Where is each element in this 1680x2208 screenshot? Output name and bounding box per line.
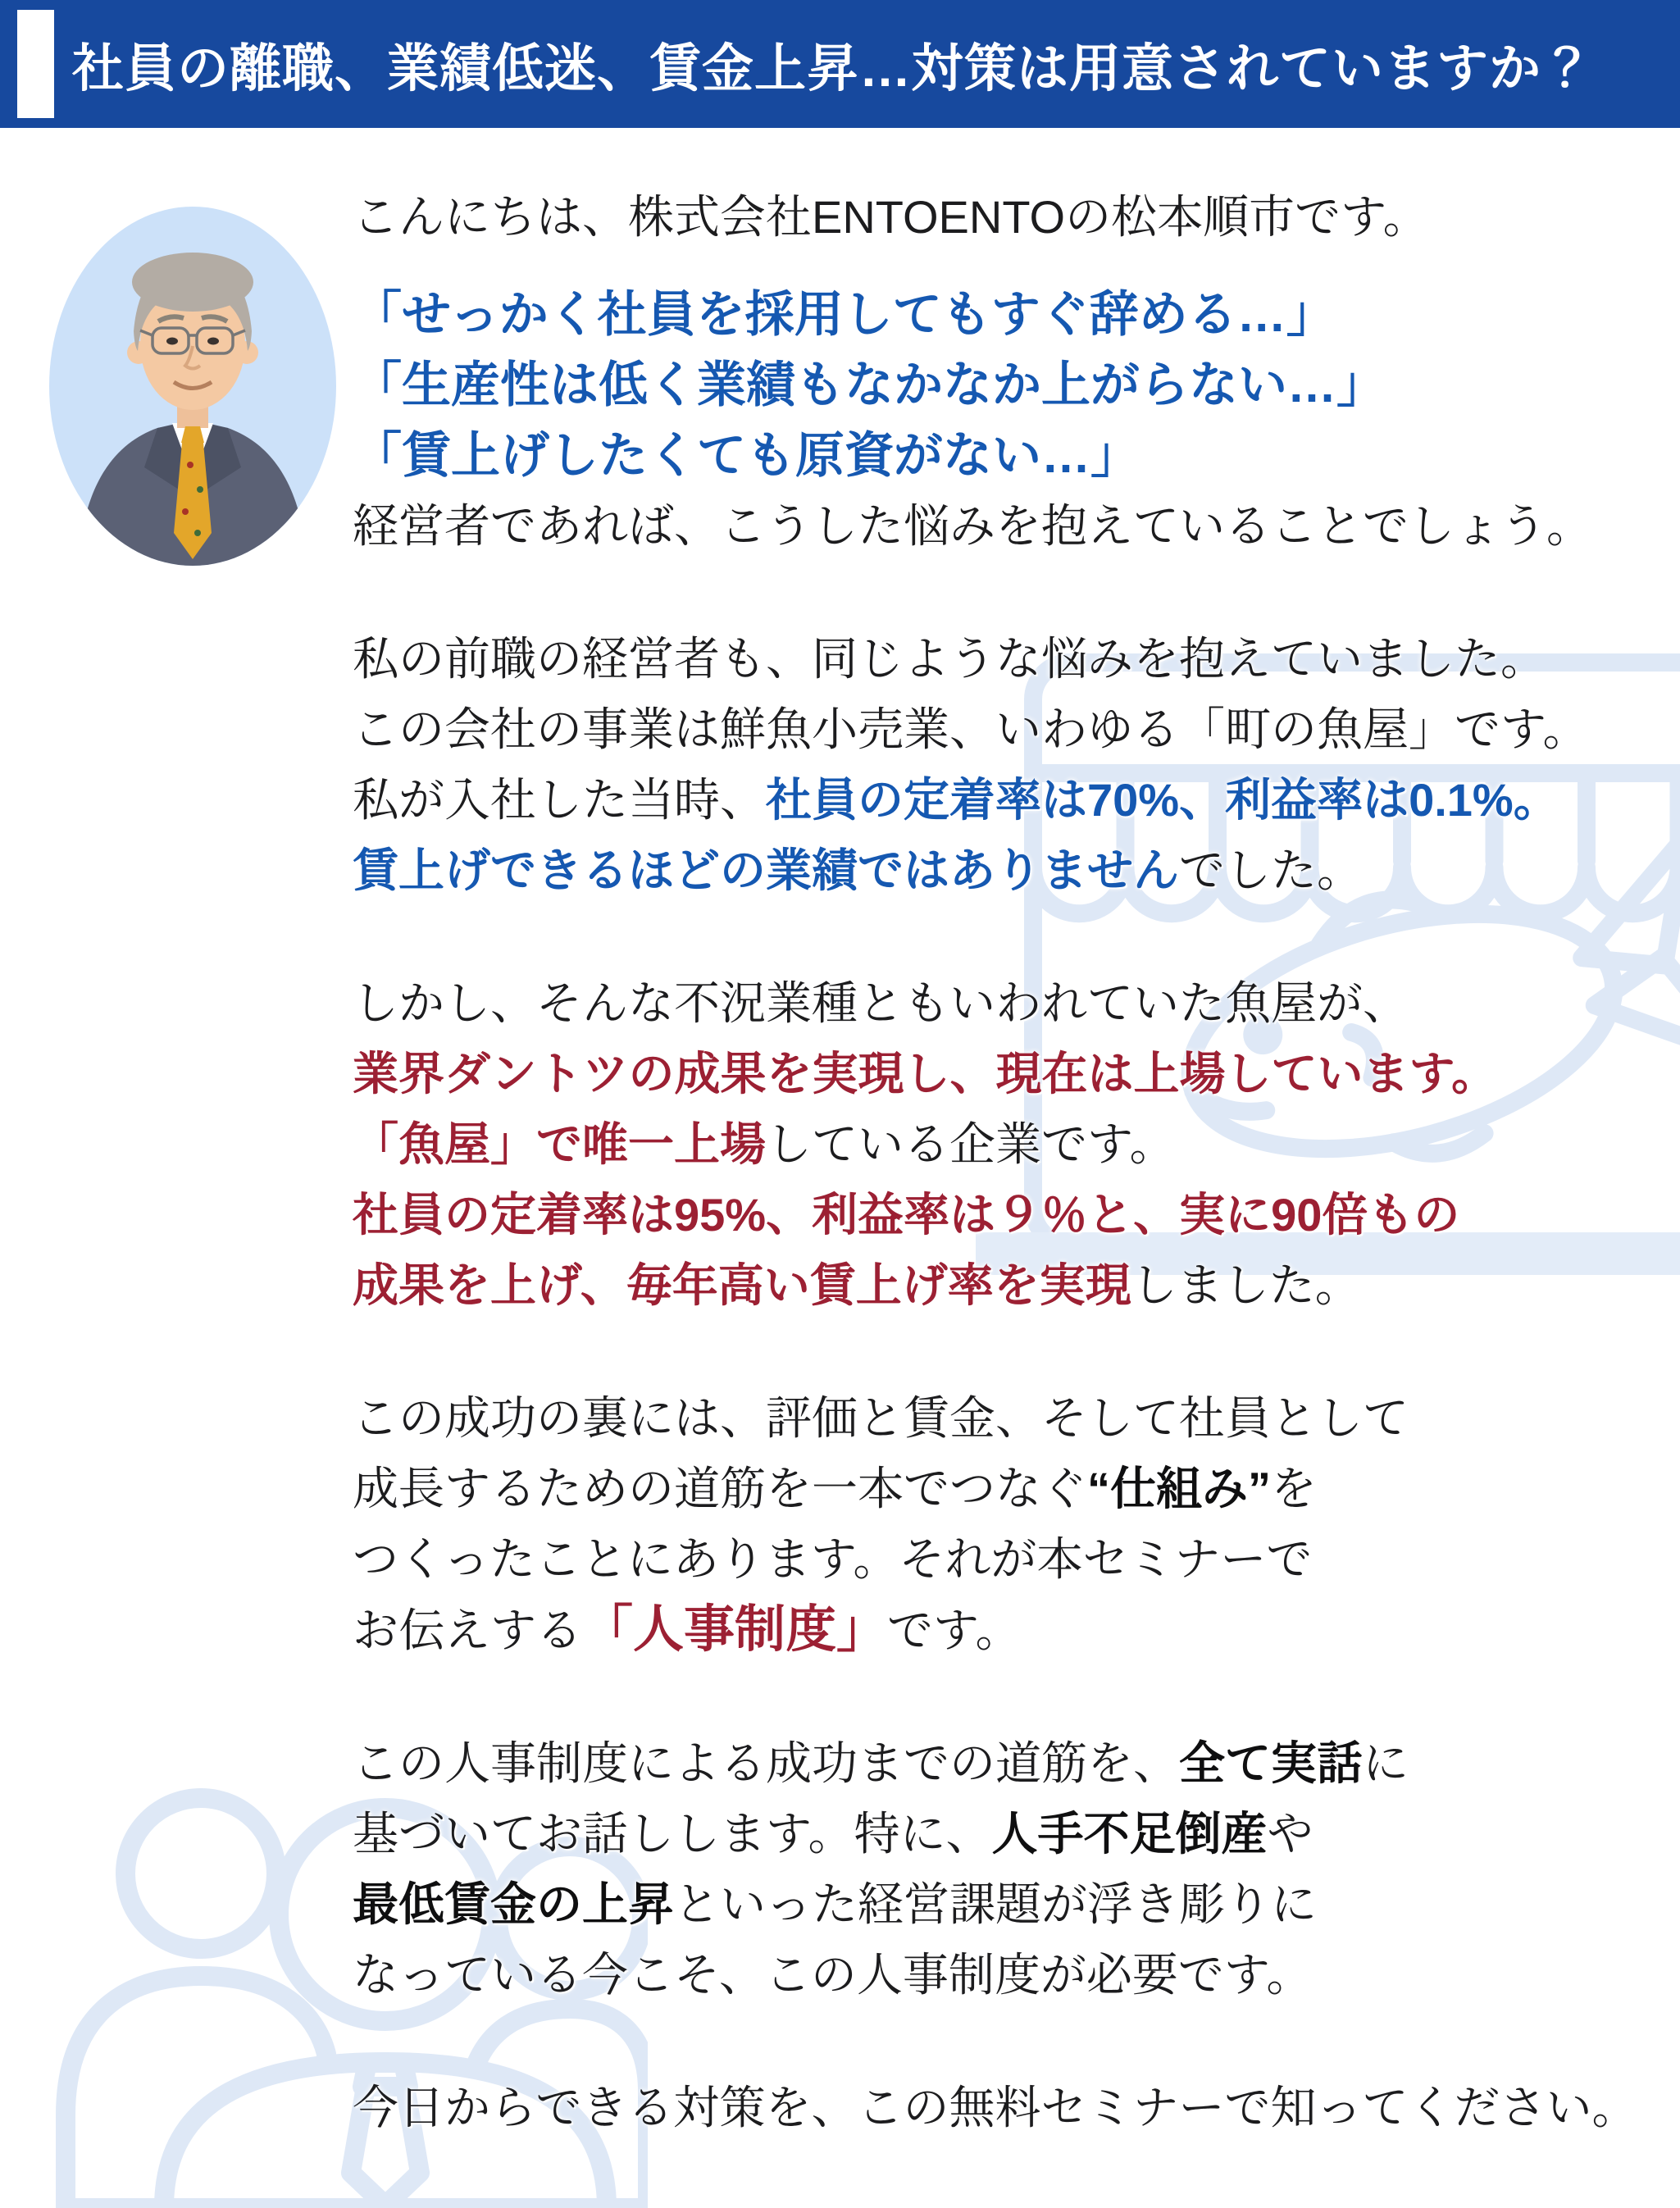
text-segment: 今日からできる対策を、この無料セミナーで知ってください。 [353, 2082, 1638, 2133]
text-segment: しました。 [1131, 1259, 1361, 1311]
text-segment: や [1267, 1808, 1313, 1860]
text-line [353, 1728, 1664, 1799]
text-line [353, 1454, 1664, 1524]
text-line [353, 421, 1664, 491]
text-line [353, 835, 1664, 906]
text-segment: 「魚屋」で唯一上場 [353, 1118, 766, 1170]
text-segment: といった経営課題が浮き彫りに [674, 1878, 1317, 1930]
text-segment: 人手不足倒産 [991, 1808, 1268, 1860]
paragraph [353, 1728, 1664, 2010]
header-banner [0, 0, 1680, 128]
paragraph [353, 624, 1664, 906]
text-segment: 社員の定着率は70%、利益率は0.1%。 [766, 774, 1559, 826]
text-line [353, 1383, 1664, 1454]
paragraph [353, 1383, 1664, 1666]
text-segment: なっている今こそ、この人事制度が必要です。 [353, 1949, 1313, 2001]
text-line [353, 1524, 1664, 1595]
text-line [353, 1595, 1664, 1666]
text-line [353, 1109, 1664, 1180]
text-segment: 私の前職の経営者も、同じような悩みを抱えていました。 [353, 633, 1546, 685]
text-segment: 「生産性は低く業績もなかなか上がらない…」 [353, 357, 1386, 412]
text-segment: 私が入社した当時、 [353, 774, 766, 826]
text-line [353, 1180, 1664, 1250]
paragraph [353, 2073, 1664, 2143]
text-segment: こんにちは、株式会社ENTOENTOの松本順市です。 [353, 191, 1429, 243]
text-line [353, 765, 1664, 835]
avatar [49, 207, 336, 566]
text-segment: つくったことにあります。それが本セミナーで [353, 1533, 1313, 1585]
text-segment: 全て実話 [1179, 1737, 1363, 1789]
text-line [353, 280, 1664, 350]
text-segment: 「せっかく社員を採用してもすぐ辞める…」 [353, 287, 1336, 342]
text-segment: お伝えする [353, 1605, 582, 1656]
text-segment: しかし、そんな不況業種ともいわれていた魚屋が、 [353, 977, 1409, 1029]
text-segment: この人事制度による成功までの道筋を、 [353, 1737, 1179, 1789]
text-line [353, 2073, 1664, 2143]
text-segment: この成功の裏には、評価と賃金、そして社員として [353, 1392, 1409, 1444]
text-line [353, 694, 1664, 765]
text-segment: 業界ダントツの成果を実現し、現在は上場しています。 [353, 1048, 1498, 1099]
text-line [353, 1799, 1664, 1869]
text-line [353, 968, 1664, 1039]
accent-bar [17, 10, 54, 118]
text-line [353, 1940, 1664, 2010]
text-segment: を [1271, 1463, 1317, 1514]
text-line [353, 1869, 1664, 1940]
text-segment: 賃上げできるほどの業績ではありません [353, 845, 1179, 896]
text-segment: 社員の定着率は95%、利益率は９％と、実に90倍もの [353, 1189, 1460, 1241]
text-line [353, 182, 1664, 253]
text-segment: でした。 [1179, 845, 1363, 896]
text-segment: している企業です。 [766, 1118, 1176, 1170]
text-segment: この会社の事業は鮮魚小売業、いわゆる「町の魚屋」です。 [353, 703, 1589, 755]
text-line [353, 1039, 1664, 1109]
paragraph [353, 182, 1664, 562]
text-segment: 成果を上げ、毎年高い賃上げ率を実現 [353, 1259, 1131, 1311]
paragraph [353, 968, 1664, 1321]
text-segment: に [1363, 1737, 1409, 1789]
page-title: 社員の離職、業績低迷、賃金上昇…対策は用意されていますか？ [72, 39, 1594, 98]
text-segment: “仕組み” [1087, 1463, 1271, 1514]
text-line [353, 1250, 1664, 1321]
text-segment: 基づいてお話しします。特に、 [353, 1808, 992, 1860]
text-segment: 最低賃金の上昇 [353, 1878, 674, 1930]
text-line [353, 491, 1664, 562]
text-segment: 経営者であれば、こうした悩みを抱えていることでしょう。 [353, 500, 1592, 552]
body-text [353, 182, 1664, 2206]
text-segment: 「賃上げしたくても原資がない…」 [353, 428, 1140, 483]
text-segment: 「人事制度」 [582, 1601, 888, 1658]
text-line [353, 350, 1664, 421]
text-segment: です。 [887, 1605, 1022, 1656]
text-line [353, 624, 1664, 694]
text-segment: 成長するための道筋を一本でつなぐ [353, 1463, 1087, 1514]
